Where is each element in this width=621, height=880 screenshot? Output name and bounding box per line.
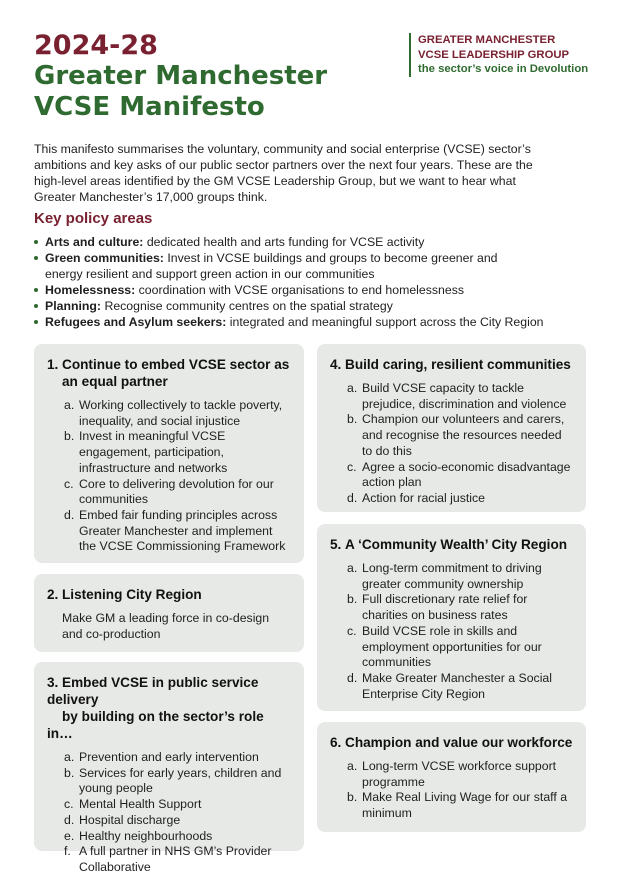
list-item: c. Core to delivering devolution for our communities	[64, 476, 274, 507]
year-range: 2024-28	[34, 30, 158, 61]
list-item: a. Long-term commitment to driving greater community ownership	[347, 561, 542, 591]
ask-card-4	[317, 344, 586, 512]
policy-label: Refugees and Asylum seekers:	[45, 315, 227, 329]
list-item: b. Invest in meaningful VCSE engagement, participation, infrastructure and networks	[64, 429, 228, 475]
policy-text: Invest in VCSE buildings and groups to become greener and energy resilient and support green action in our communities	[45, 251, 498, 281]
policy-item	[34, 250, 594, 282]
policy-label: Arts and culture:	[45, 235, 144, 249]
list-item: d. Make Greater Manchester a Social Enterprise City Region	[347, 670, 553, 701]
card-6-list	[330, 759, 573, 822]
policy-text: Recognise community centres on the spatial strategy	[104, 299, 393, 313]
list-item: d. Action for racial justice	[347, 490, 486, 505]
list-item: b. Champion our volunteers and carers, and recognise the resources needed to do this	[347, 412, 565, 458]
list-item: f. A full partner in NHS GM’s Provider Collaborative	[64, 844, 272, 874]
list-item: a. Build VCSE capacity to tackle prejudice, discrimination and violence	[347, 381, 567, 411]
policy-item	[34, 314, 594, 330]
card-6-title: 6. Champion and value our workforce	[330, 735, 573, 750]
policy-label: Planning:	[45, 299, 102, 313]
list-item: b. Services for early years, children and young people	[64, 765, 282, 796]
policy-text: coordination with VCSE organisations to end homelessness	[138, 283, 465, 297]
list-item: d. Hospital discharge	[64, 812, 181, 827]
list-item: e. Healthy neighbourhoods	[64, 828, 213, 843]
logo-line-2: VCSE LEADERSHIP GROUP	[418, 48, 570, 61]
card-1-list	[47, 398, 291, 555]
ask-card-3	[34, 662, 304, 874]
card-3-list	[47, 750, 291, 876]
key-policy-list	[34, 234, 594, 330]
list-item: b. Full discretionary rate relief for charities on business rates	[347, 592, 528, 623]
card-1-title: 1. Continue to embed VCSE sector as an equal partner	[47, 357, 290, 389]
ask-card-5	[317, 524, 586, 711]
leadership-group-logo	[409, 33, 588, 77]
policy-item	[34, 234, 594, 250]
card-2-body: Make GM a leading force in co-design and co-production	[62, 611, 270, 641]
logo-line-1: GREATER MANCHESTER	[418, 34, 556, 46]
card-2-title: 2. Listening City Region	[47, 587, 202, 602]
key-policy-heading: Key policy areas	[34, 210, 153, 227]
card-5-title: 5. A ‘Community Wealth’ City Region	[330, 537, 568, 552]
list-item: a. Long-term VCSE workforce support programme	[347, 759, 557, 789]
intro-paragraph: This manifesto summarises the voluntary, community and social enterprise (VCSE) sector’s ambitions and key asks of our public sector partners over the next four years. These are the high-level areas identified by the GM VCSE Leadership Group, but we want to hear what Greater Manchester’s 17,000 groups think.	[34, 142, 533, 204]
card-4-title: 4. Build caring, resilient communities	[330, 357, 571, 372]
policy-text: integrated and meaningful support across the City Region	[229, 315, 544, 329]
ask-card-2	[34, 574, 304, 652]
manifesto-header	[34, 30, 327, 123]
ask-card-6	[317, 722, 586, 832]
list-item: a. Prevention and early intervention	[64, 750, 259, 764]
page-title-line-2: VCSE Manifesto	[34, 92, 265, 122]
list-item: c. Build VCSE role in skills and employment opportunities for our communities	[347, 623, 542, 670]
policy-item	[34, 282, 594, 298]
list-item: c. Mental Health Support	[64, 797, 202, 812]
policy-label: Green communities:	[45, 251, 164, 265]
card-5-list	[330, 561, 573, 702]
list-item: b. Make Real Living Wage for our staff a minimum	[347, 790, 568, 821]
card-4-list	[330, 381, 573, 507]
page-title-line-1: Greater Manchester	[34, 61, 328, 91]
policy-label: Homelessness:	[45, 283, 136, 297]
logo-tagline: the sector’s voice in Devolution	[418, 63, 589, 75]
card-3-title: 3. Embed VCSE in public service delivery by building on the sector’s role in…	[47, 675, 264, 741]
ask-card-1	[34, 344, 304, 563]
list-item: d. Embed fair funding principles across Greater Manchester and implement the VCSE Commissioning Framework	[64, 507, 286, 554]
list-item: a. Working collectively to tackle poverty, inequality, and social injustice	[64, 398, 283, 428]
policy-text: dedicated health and arts funding for VCSE activity	[146, 235, 425, 249]
policy-item	[34, 298, 594, 314]
list-item: c. Agree a socio-economic disadvantage action plan	[347, 459, 571, 490]
